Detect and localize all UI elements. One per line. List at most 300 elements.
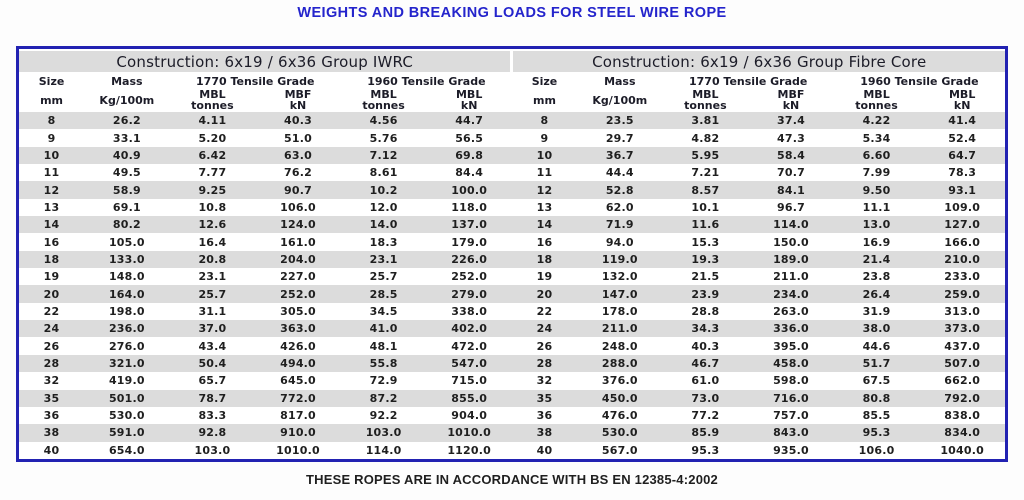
- table-cell: 43.4: [198, 339, 227, 353]
- unit-header-kg100m: Kg/100m: [577, 88, 663, 112]
- table-cell: 100.0: [426, 181, 512, 198]
- table-cell: 33.1: [112, 131, 141, 145]
- table-cell: 402.0: [426, 320, 512, 337]
- table-cell: 40.3: [691, 339, 720, 353]
- table-cell: 501.0: [84, 390, 170, 407]
- table-cell: 8.57: [663, 181, 749, 198]
- table-cell: 757.0: [773, 409, 809, 423]
- table-cell: 147.0: [577, 285, 663, 302]
- table-cell: 935.0: [773, 443, 809, 457]
- table-row: [19, 251, 1005, 268]
- table-cell: 36: [43, 409, 60, 423]
- table-cell: 93.1: [919, 181, 1005, 198]
- table-cell: 137.0: [426, 216, 512, 233]
- page-title: WEIGHTS AND BREAKING LOADS FOR STEEL WIRE ROPE: [297, 5, 727, 21]
- table-cell: 20: [512, 285, 577, 302]
- table-cell: 23.1: [198, 270, 227, 284]
- table-cell: 84.4: [455, 166, 484, 180]
- table-cell: 476.0: [601, 409, 638, 423]
- table-row: [19, 424, 1005, 441]
- table-cell: 233.0: [944, 270, 981, 284]
- table-cell: 1010.0: [426, 424, 512, 441]
- table-row: [19, 337, 1005, 354]
- table-cell: 716.0: [748, 390, 834, 407]
- table-cell: 13: [536, 200, 553, 214]
- table-cell: 103.0: [341, 424, 427, 441]
- table-cell: 40.3: [255, 112, 341, 129]
- table-cell: 279.0: [426, 285, 512, 302]
- table-row: [19, 372, 1005, 389]
- table-cell: 817.0: [280, 409, 316, 423]
- table-cell: 49.5: [112, 166, 141, 180]
- table-cell: 211.0: [577, 320, 663, 337]
- table-cell: 58.9: [84, 181, 170, 198]
- unit-line: tonnes: [362, 99, 405, 112]
- table-cell: 51.7: [834, 355, 920, 372]
- table-cell: 114.0: [748, 216, 834, 233]
- table-cell: 16: [43, 235, 60, 249]
- unit-header-mm: mm: [19, 88, 84, 112]
- table-row: [19, 442, 1005, 459]
- table-cell: 16: [536, 235, 553, 249]
- col-header-mass: Mass: [84, 72, 170, 88]
- table-cell: 373.0: [919, 320, 1005, 337]
- table-row: [19, 147, 1005, 164]
- table-cell: 494.0: [255, 355, 341, 372]
- table-cell: 46.7: [663, 355, 749, 372]
- standard-compliance-note: THESE ROPES ARE IN ACCORDANCE WITH BS EN 12385-4:2002: [305, 472, 718, 487]
- table-cell: 16.9: [862, 235, 891, 249]
- table-cell: 28.5: [341, 285, 427, 302]
- table-cell: 10.8: [198, 200, 227, 214]
- table-cell: 313.0: [944, 304, 981, 318]
- table-row: [19, 112, 1005, 129]
- unit-line: MBL: [692, 87, 719, 101]
- table-cell: 5.76: [369, 131, 398, 145]
- table-row: [19, 181, 1005, 198]
- table-row: [19, 390, 1005, 407]
- table-cell: 161.0: [280, 235, 316, 249]
- table-cell: 910.0: [255, 424, 341, 441]
- table-cell: 15.3: [691, 235, 720, 249]
- table-cell: 4.82: [691, 131, 720, 145]
- table-cell: 69.8: [426, 147, 512, 164]
- table-cell: 22: [536, 304, 553, 318]
- table-cell: 204.0: [255, 251, 341, 268]
- table-cell: 1010.0: [276, 443, 320, 457]
- unit-line: MBL: [199, 87, 226, 101]
- table-cell: 5.34: [862, 131, 891, 145]
- table-cell: 305.0: [280, 304, 316, 318]
- table-cell: 12.6: [170, 216, 256, 233]
- table-row: [19, 355, 1005, 372]
- table-cell: 44.6: [862, 339, 891, 353]
- table-cell: 72.9: [369, 374, 398, 388]
- table-cell: 547.0: [426, 355, 512, 372]
- table-cell: 23.8: [862, 270, 891, 284]
- table-cell: 34.5: [369, 304, 398, 318]
- unit-header-mbl-tonnes: [663, 88, 749, 112]
- unit-line: MBF: [777, 87, 805, 101]
- table-cell: 18: [19, 251, 84, 268]
- table-cell: 25.7: [170, 285, 256, 302]
- unit-line: kN: [289, 99, 307, 112]
- table-cell: 7.12: [341, 147, 427, 164]
- unit-header-kg100m: Kg/100m: [84, 88, 170, 112]
- table-cell: 106.0: [858, 443, 895, 457]
- table-cell: 64.7: [919, 147, 1005, 164]
- table-cell: 80.2: [84, 216, 170, 233]
- table-cell: 92.2: [369, 409, 398, 423]
- table-cell: 92.8: [170, 424, 256, 441]
- table-cell: 11.6: [663, 216, 749, 233]
- table-cell: 24: [512, 320, 577, 337]
- table-cell: 41.0: [341, 320, 427, 337]
- table-cell: 227.0: [280, 270, 316, 284]
- table-cell: 12: [19, 181, 84, 198]
- unit-header-mbl-tonnes: [170, 88, 256, 112]
- table-cell: 44.7: [426, 112, 512, 129]
- table-cell: 44.4: [605, 166, 634, 180]
- table-cell: 792.0: [919, 390, 1005, 407]
- table-cell: 35: [512, 390, 577, 407]
- table-cell: 9: [47, 131, 56, 145]
- table-cell: 234.0: [748, 285, 834, 302]
- table-cell: 37.0: [170, 320, 256, 337]
- table-cell: 148.0: [108, 270, 145, 284]
- table-cell: 210.0: [919, 251, 1005, 268]
- construction-header-row: [19, 50, 1005, 72]
- table-cell: 8.61: [369, 166, 398, 180]
- table-cell: 226.0: [426, 251, 512, 268]
- table-cell: 3.81: [663, 112, 749, 129]
- rope-data-table-frame: [16, 46, 1008, 462]
- table-cell: 11.1: [862, 200, 891, 214]
- unit-line: tonnes: [855, 99, 898, 112]
- table-cell: 70.7: [776, 166, 805, 180]
- table-cell: 36.7: [577, 147, 663, 164]
- col-header-1960-grade: 1960 Tensile Grade: [341, 72, 512, 88]
- unit-header-mbl-kn: [919, 88, 1005, 112]
- table-row: [19, 164, 1005, 181]
- table-cell: 189.0: [748, 251, 834, 268]
- table-cell: 211.0: [773, 270, 809, 284]
- table-cell: 179.0: [451, 235, 488, 249]
- col-header-1770-grade: 1770 Tensile Grade: [663, 72, 834, 88]
- table-cell: 16.4: [198, 235, 227, 249]
- table-cell: 838.0: [944, 409, 981, 423]
- table-cell: 28: [19, 355, 84, 372]
- table-cell: 450.0: [577, 390, 663, 407]
- table-row: [19, 233, 1005, 250]
- unit-header-mbl-tonnes: [834, 88, 920, 112]
- table-cell: 336.0: [748, 320, 834, 337]
- unit-line: kN: [460, 99, 478, 112]
- table-cell: 14: [512, 216, 577, 233]
- table-cell: 288.0: [577, 355, 663, 372]
- unit-line: MBF: [284, 87, 312, 101]
- table-cell: 38.0: [834, 320, 920, 337]
- table-cell: 14: [19, 216, 84, 233]
- table-cell: 95.3: [691, 443, 720, 457]
- table-cell: 6.60: [834, 147, 920, 164]
- table-cell: 321.0: [84, 355, 170, 372]
- table-cell: 40: [43, 443, 60, 457]
- table-cell: 472.0: [451, 339, 488, 353]
- table-cell: 127.0: [919, 216, 1005, 233]
- table-cell: 51.0: [284, 131, 312, 145]
- table-cell: 1120.0: [447, 443, 491, 457]
- table-cell: 50.4: [170, 355, 256, 372]
- table-cell: 87.2: [341, 390, 427, 407]
- col-header-1960-grade: 1960 Tensile Grade: [834, 72, 1005, 88]
- table-cell: 29.7: [605, 131, 634, 145]
- table-cell: 10: [19, 147, 84, 164]
- table-row: [19, 129, 1005, 146]
- table-cell: 94.0: [605, 235, 634, 249]
- table-cell: 14.0: [341, 216, 427, 233]
- table-cell: 164.0: [84, 285, 170, 302]
- table-cell: 37.4: [748, 112, 834, 129]
- column-unit-header-row: [19, 88, 1005, 112]
- table-cell: 56.5: [455, 131, 484, 145]
- table-cell: 85.9: [663, 424, 749, 441]
- table-cell: 4.11: [170, 112, 256, 129]
- table-cell: 855.0: [426, 390, 512, 407]
- table-cell: 18: [512, 251, 577, 268]
- table-cell: 73.0: [663, 390, 749, 407]
- table-cell: 19: [43, 270, 60, 284]
- table-cell: 34.3: [663, 320, 749, 337]
- table-cell: 78.3: [948, 166, 977, 180]
- table-cell: 77.2: [691, 409, 720, 423]
- table-cell: 507.0: [919, 355, 1005, 372]
- table-row: [19, 199, 1005, 216]
- table-cell: 150.0: [773, 235, 809, 249]
- table-cell: 7.99: [862, 166, 891, 180]
- table-cell: 69.1: [112, 200, 141, 214]
- table-cell: 38: [19, 424, 84, 441]
- table-cell: 198.0: [108, 304, 145, 318]
- table-cell: 26.2: [84, 112, 170, 129]
- unit-line: tonnes: [684, 99, 727, 112]
- table-cell: 133.0: [84, 251, 170, 268]
- table-cell: 61.0: [691, 374, 720, 388]
- unit-line: kN: [782, 99, 800, 112]
- table-cell: 263.0: [773, 304, 809, 318]
- table-cell: 10.1: [691, 200, 720, 214]
- table-cell: 11: [536, 166, 553, 180]
- table-cell: 25.7: [369, 270, 398, 284]
- table-cell: 654.0: [108, 443, 145, 457]
- table-cell: 23.1: [341, 251, 427, 268]
- table-cell: 598.0: [773, 374, 809, 388]
- table-cell: 376.0: [601, 374, 638, 388]
- table-cell: 426.0: [280, 339, 316, 353]
- table-cell: 662.0: [944, 374, 981, 388]
- table-row: [19, 268, 1005, 285]
- table-cell: 259.0: [919, 285, 1005, 302]
- table-cell: 47.3: [776, 131, 805, 145]
- unit-header-mbf-kn: [748, 88, 834, 112]
- table-cell: 715.0: [451, 374, 488, 388]
- table-cell: 36: [536, 409, 553, 423]
- table-cell: 645.0: [280, 374, 316, 388]
- table-cell: 85.5: [862, 409, 891, 423]
- unit-header-mbl-kn: [426, 88, 512, 112]
- table-row: [19, 285, 1005, 302]
- table-cell: 90.7: [255, 181, 341, 198]
- table-cell: 119.0: [577, 251, 663, 268]
- table-cell: 7.77: [198, 166, 227, 180]
- table-cell: 363.0: [255, 320, 341, 337]
- table-cell: 843.0: [748, 424, 834, 441]
- unit-header-mm: mm: [512, 88, 577, 112]
- table-cell: 65.7: [198, 374, 227, 388]
- table-cell: 118.0: [451, 200, 488, 214]
- table-cell: 35: [19, 390, 84, 407]
- table-cell: 21.5: [691, 270, 720, 284]
- table-cell: 78.7: [170, 390, 256, 407]
- table-row: [19, 407, 1005, 424]
- unit-header-mbf-kn: [255, 88, 341, 112]
- table-cell: 419.0: [108, 374, 145, 388]
- table-cell: 124.0: [255, 216, 341, 233]
- table-cell: 95.3: [834, 424, 920, 441]
- table-cell: 114.0: [365, 443, 402, 457]
- table-cell: 248.0: [601, 339, 638, 353]
- unit-header-mbl-tonnes: [341, 88, 427, 112]
- table-cell: 8: [19, 112, 84, 129]
- table-cell: 338.0: [451, 304, 488, 318]
- unit-line: MBL: [863, 87, 890, 101]
- table-cell: 23.5: [577, 112, 663, 129]
- table-cell: 52.8: [577, 181, 663, 198]
- table-cell: 530.0: [108, 409, 145, 423]
- table-cell: 48.1: [369, 339, 398, 353]
- table-cell: 41.4: [919, 112, 1005, 129]
- table-cell: 31.1: [198, 304, 227, 318]
- table-cell: 83.3: [198, 409, 227, 423]
- table-cell: 166.0: [944, 235, 981, 249]
- table-cell: 23.9: [663, 285, 749, 302]
- table-cell: 8: [512, 112, 577, 129]
- unit-line: MBL: [948, 87, 976, 101]
- table-cell: 55.8: [341, 355, 427, 372]
- table-cell: 834.0: [919, 424, 1005, 441]
- table-cell: 21.4: [834, 251, 920, 268]
- table-cell: 5.95: [663, 147, 749, 164]
- table-cell: 103.0: [194, 443, 231, 457]
- table-cell: 395.0: [773, 339, 809, 353]
- table-cell: 28: [512, 355, 577, 372]
- table-cell: 12: [512, 181, 577, 198]
- table-cell: 458.0: [748, 355, 834, 372]
- table-cell: 9.50: [834, 181, 920, 198]
- table-cell: 591.0: [84, 424, 170, 441]
- table-cell: 11: [43, 166, 60, 180]
- table-cell: 4.56: [341, 112, 427, 129]
- table-cell: 84.1: [748, 181, 834, 198]
- rope-data-table: [19, 49, 1005, 459]
- table-cell: 252.0: [255, 285, 341, 302]
- table-cell: 10.2: [341, 181, 427, 198]
- table-cell: 18.3: [369, 235, 398, 249]
- table-cell: 109.0: [944, 200, 981, 214]
- construction-header-iwrc: Construction: 6x19 / 6x36 Group IWRC: [19, 50, 512, 72]
- table-body: [19, 112, 1005, 459]
- table-cell: 4.22: [834, 112, 920, 129]
- col-header-size: Size: [512, 72, 577, 88]
- table-cell: 19: [536, 270, 553, 284]
- table-cell: 9: [540, 131, 549, 145]
- col-header-1770-grade: 1770 Tensile Grade: [170, 72, 341, 88]
- table-cell: 236.0: [84, 320, 170, 337]
- table-cell: 13.0: [834, 216, 920, 233]
- table-cell: 26: [43, 339, 60, 353]
- unit-line: kN: [953, 99, 971, 112]
- table-cell: 67.5: [862, 374, 891, 388]
- table-cell: 437.0: [944, 339, 981, 353]
- table-cell: 276.0: [108, 339, 145, 353]
- table-cell: 96.7: [776, 200, 805, 214]
- unit-line: tonnes: [191, 99, 234, 112]
- table-row: [19, 303, 1005, 320]
- unit-line: MBL: [370, 87, 397, 101]
- table-cell: 7.21: [691, 166, 720, 180]
- table-cell: 28.8: [691, 304, 720, 318]
- col-header-mass: Mass: [577, 72, 663, 88]
- table-cell: 71.9: [577, 216, 663, 233]
- table-cell: 62.0: [605, 200, 634, 214]
- table-cell: 12.0: [369, 200, 398, 214]
- table-cell: 32: [43, 374, 60, 388]
- table-cell: 63.0: [255, 147, 341, 164]
- table-cell: 52.4: [948, 131, 977, 145]
- table-cell: 105.0: [108, 235, 145, 249]
- table-cell: 32: [536, 374, 553, 388]
- unit-line: MBL: [455, 87, 483, 101]
- table-cell: 40.9: [84, 147, 170, 164]
- table-cell: 26: [536, 339, 553, 353]
- table-cell: 904.0: [451, 409, 488, 423]
- table-row: [19, 320, 1005, 337]
- table-cell: 106.0: [280, 200, 316, 214]
- table-cell: 31.9: [862, 304, 891, 318]
- table-row: [19, 216, 1005, 233]
- table-cell: 24: [19, 320, 84, 337]
- table-cell: 252.0: [451, 270, 488, 284]
- col-header-size: Size: [19, 72, 84, 88]
- construction-header-fibre-core: Construction: 6x19 / 6x36 Group Fibre Core: [512, 50, 1005, 72]
- table-cell: 9.25: [170, 181, 256, 198]
- table-cell: 22: [43, 304, 60, 318]
- table-cell: 20.8: [170, 251, 256, 268]
- table-cell: 6.42: [170, 147, 256, 164]
- table-cell: 530.0: [577, 424, 663, 441]
- table-cell: 10: [512, 147, 577, 164]
- table-cell: 132.0: [601, 270, 638, 284]
- table-cell: 76.2: [284, 166, 312, 180]
- table-cell: 20: [19, 285, 84, 302]
- table-cell: 26.4: [834, 285, 920, 302]
- table-cell: 5.20: [198, 131, 227, 145]
- column-group-header-row: [19, 72, 1005, 88]
- table-cell: 80.8: [834, 390, 920, 407]
- table-cell: 772.0: [255, 390, 341, 407]
- table-cell: 567.0: [601, 443, 638, 457]
- table-cell: 38: [512, 424, 577, 441]
